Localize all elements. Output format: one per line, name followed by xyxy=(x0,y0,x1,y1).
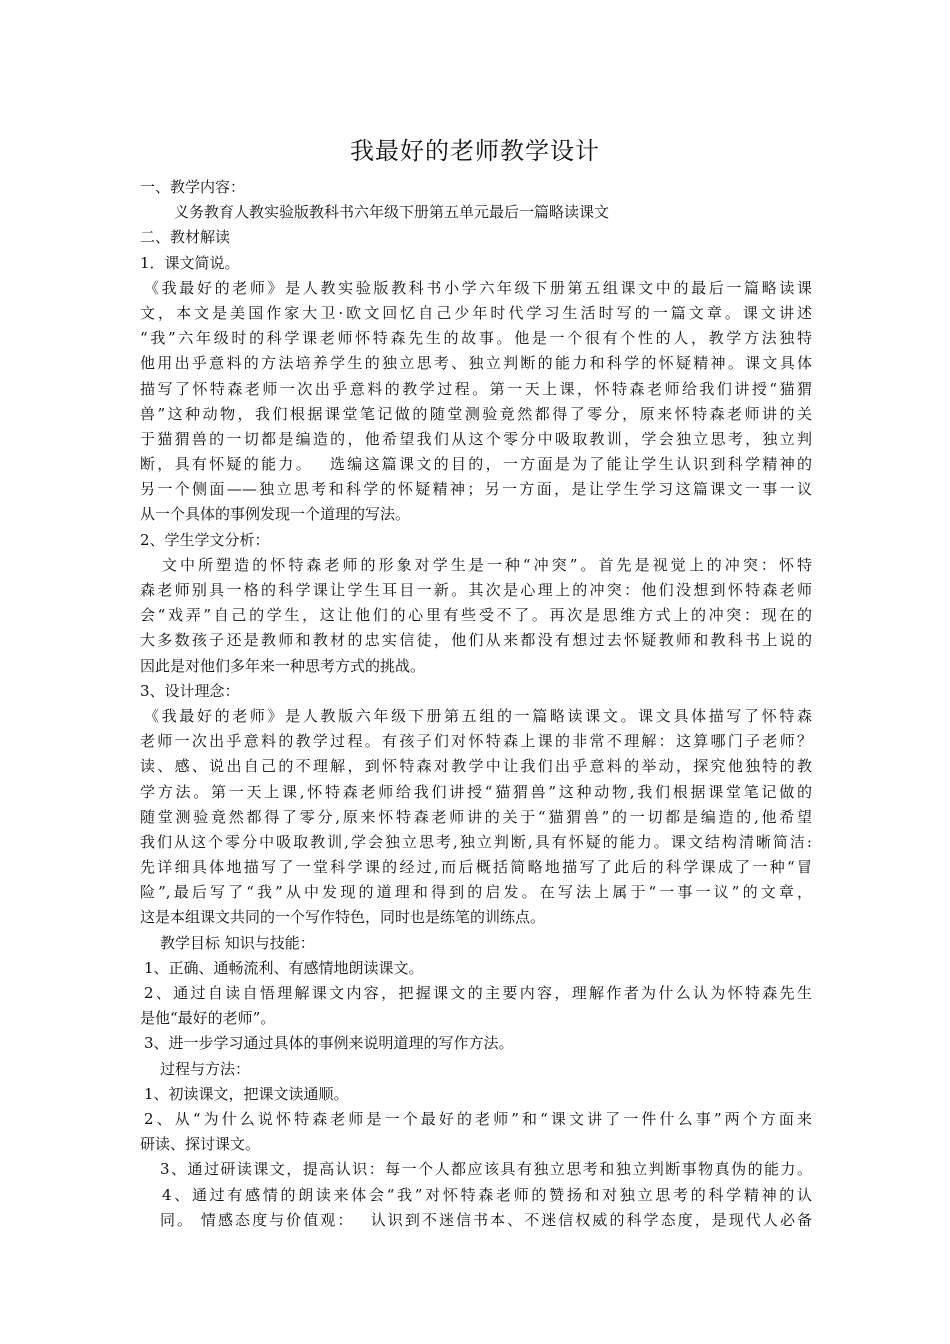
text-line: 描写了怀特森老师一次出乎意料的教学过程。第一天上课，怀特森老师给我们讲授“猫猬 xyxy=(140,379,812,398)
text-line: 二、教材解读 xyxy=(140,228,231,247)
text-line: 因此是对他们多年来一种思考方式的挑战。 xyxy=(140,656,426,675)
text-line: 一、教学内容： xyxy=(140,178,246,196)
text-line: 同。 情感态度与价值观： 认识到不迷信书本、不迷信权威的科学态度，是现代人必备 xyxy=(160,1210,812,1229)
text-line: 《我最好的老师》是人教版六年级下册第五组的一篇略读课文。课文具体描写了怀特森 xyxy=(144,706,812,725)
text-line: 3、进一步学习通过具体的事例来说明道理的写作方法。 xyxy=(144,1034,514,1053)
text-line: 2、从“为什么说怀特森老师是一个最好的老师”和“课文讲了一件什么事”两个方面来 xyxy=(144,1109,812,1128)
text-line: 从一个具体的事例发现一个道理的写法。 xyxy=(140,505,411,524)
text-line: 他用出乎意料的方法培养学生的独立思考、独立判断的能力和科学的怀疑精神。课文具体 xyxy=(140,354,812,373)
text-line: 大多数孩子还是教师和教材的忠实信徒，他们从来都没有想过去怀疑教师和教科书上说的 xyxy=(140,631,812,650)
text-line: 另一个侧面——独立思考和科学的怀疑精神；另一方面，是让学生学习这篇课文一事一议 xyxy=(140,480,812,499)
text-line: 读、感、说出自己的不理解，到怀特森对教学中让我们出乎意料的举动，探究他独特的教 xyxy=(140,757,812,776)
text-line: 3、设计理念： xyxy=(140,681,240,700)
text-line: 2、学生学文分析： xyxy=(140,530,270,549)
text-line: 于猫猬兽的一切都是编造的，他希望我们从这个零分中吸取教训，学会独立思考，独立判 xyxy=(140,429,812,448)
text-line: 过程与方法： xyxy=(160,1059,251,1078)
text-line: 这是本组课文共同的一个写作特色，同时也是练笔的训练点。 xyxy=(140,908,546,927)
text-line: 会“戏弄”自己的学生，这让他们的心里有些受不了。再次是思维方式上的冲突：现在的 xyxy=(140,606,812,625)
text-line: 义务教育人教实验版教科书六年级下册第五单元最后一篇略读课文 xyxy=(174,203,610,222)
text-line: 《我最好的老师》是人教实验版教科书小学六年级下册第五组课文中的最后一篇略读课 xyxy=(144,278,812,297)
text-line: 我们从这个零分中吸取教训,学会独立思考,独立判断,具有怀疑的能力。课文结构清晰简洁: xyxy=(140,832,812,851)
text-line: 随堂测验竟然都得了零分,原来怀特森老师讲的关于“猫猬兽”的一切都是编造的,他希望 xyxy=(140,807,812,826)
text-line: 1．课文简说。 xyxy=(140,253,240,272)
text-line: 1、初读课文，把课文读通顺。 xyxy=(144,1084,349,1103)
text-line: 文，本文是美国作家大卫·欧文回忆自己少年时代学习生活时写的一篇文章。课文讲述 xyxy=(140,303,812,322)
text-line: 老师一次出乎意料的教学过程。有孩子们对怀特森上课的非常不理解：这算哪门子老师？ xyxy=(140,732,812,751)
text-line: 森老师别具一格的科学课让学生耳目一新。其次是心理上的冲突：他们没想到怀特森老师 xyxy=(140,581,812,599)
text-line: 断，具有怀疑的能力。 选编这篇课文的目的，一方面是为了能让学生认识到科学精神的 xyxy=(140,455,812,474)
text-line: 学方法。第一天上课,怀特森老师给我们讲授“猫猬兽”这种动物,我们根据课堂笔记做的 xyxy=(140,782,812,801)
text-line: 教学目标 知识与技能： xyxy=(160,933,315,952)
page-title: 我最好的老师教学设计 xyxy=(350,137,600,165)
text-line: 险”,最后写了“我”从中发现的道理和得到的启发。在写法上属于“一事一议”的文章， xyxy=(140,883,812,902)
text-line: 2、通过自读自悟理解课文内容，把握课文的主要内容，理解作者为什么认为怀特森先生 xyxy=(144,984,812,1002)
text-line: 1、正确、通畅流利、有感情地朗读课文。 xyxy=(144,958,424,977)
text-line: 4、通过有感情的朗读来体会“我”对怀特森老师的赞扬和对独立思考的科学精神的认 xyxy=(162,1185,812,1204)
text-line: 是他“最好的老师”。 xyxy=(140,1009,276,1028)
document-body xyxy=(140,175,812,1233)
text-line: 先详细具体地描写了一堂科学课的经过,而后概括简略地描写了此后的科学课成了一种“冒 xyxy=(140,858,812,877)
text-line: 研读、探讨课文。 xyxy=(140,1135,261,1154)
text-line: 兽”这种动物，我们根据课堂笔记做的随堂测验竟然都得了零分，原来怀特森老师讲的关 xyxy=(140,404,812,423)
text-line: 3、通过研读课文，提高认识：每一个人都应该具有独立思考和独立判断事物真伪的能力。 xyxy=(160,1160,812,1179)
text-line: 文中所塑造的怀特森老师的形象对学生是一种“冲突”。首先是视觉上的冲突：怀特 xyxy=(162,555,812,574)
text-line: “我”六年级时的科学课老师怀特森先生的故事。他是一个很有个性的人，教学方法独特 xyxy=(140,329,812,348)
